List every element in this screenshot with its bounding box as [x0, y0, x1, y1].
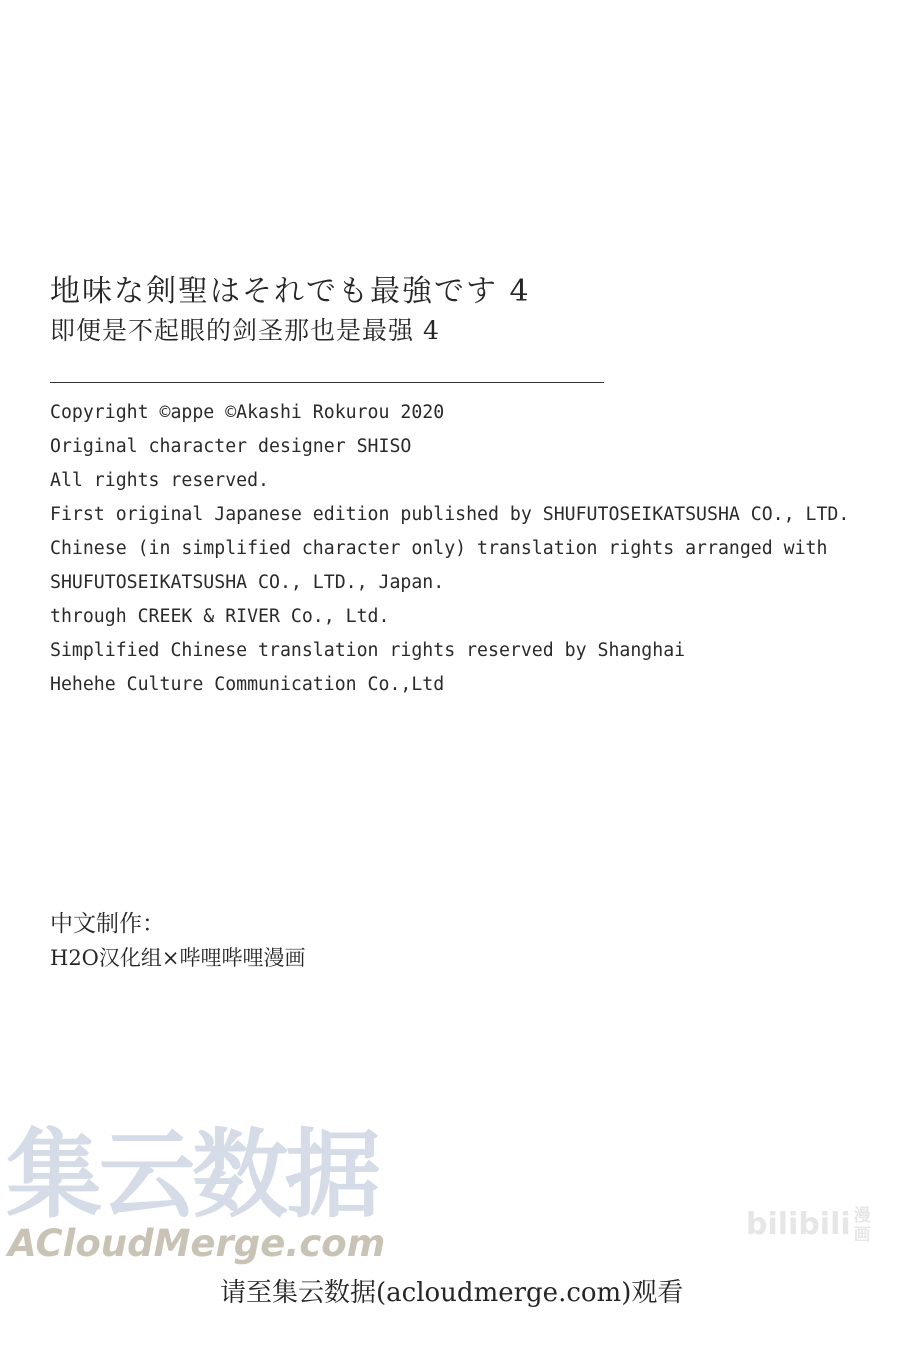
copyright-line: through CREEK & RIVER Co., Ltd. — [50, 606, 390, 627]
copyright-line: Hehehe Culture Communication Co.,Ltd — [50, 674, 445, 695]
bilibili-manga-logo — [746, 1205, 874, 1245]
watermark-english: ACloudMerge.com — [8, 1222, 386, 1265]
bilibili-manga-text: 漫画 — [853, 1205, 871, 1245]
copyright-line: Chinese (in simplified character only) translation rights arranged with — [50, 538, 828, 559]
divider-line — [50, 382, 604, 383]
copyright-line: Copyright ©appe ©Akashi Rokurou 2020 — [50, 402, 445, 423]
credits-heading: 中文制作： — [50, 911, 165, 937]
watermark-chinese: 集云数据 — [6, 1119, 378, 1231]
copyright-block — [50, 396, 849, 702]
copyright-line: All rights reserved. — [50, 470, 269, 491]
copyright-line: First original Japanese edition published by SHUFUTOSEIKATSUSHA CO., LTD. — [50, 504, 850, 525]
title-japanese: 地味な剣聖はそれでも最強です 4 — [50, 274, 531, 309]
copyright-line: SHUFUTOSEIKATSUSHA CO., LTD., Japan. — [50, 572, 445, 593]
footer-notice: 请至集云数据(acloudmerge.com)观看 — [220, 1278, 684, 1308]
bilibili-logo-text: bilibili — [746, 1207, 851, 1242]
credits-groups: H2O汉化组×哔哩哔哩漫画 — [50, 946, 306, 970]
title-chinese: 即便是不起眼的剑圣那也是最强 4 — [50, 316, 440, 345]
copyright-line: Simplified Chinese translation rights reserved by Shanghai — [50, 640, 686, 661]
copyright-line: Original character designer SHISO — [50, 436, 412, 457]
